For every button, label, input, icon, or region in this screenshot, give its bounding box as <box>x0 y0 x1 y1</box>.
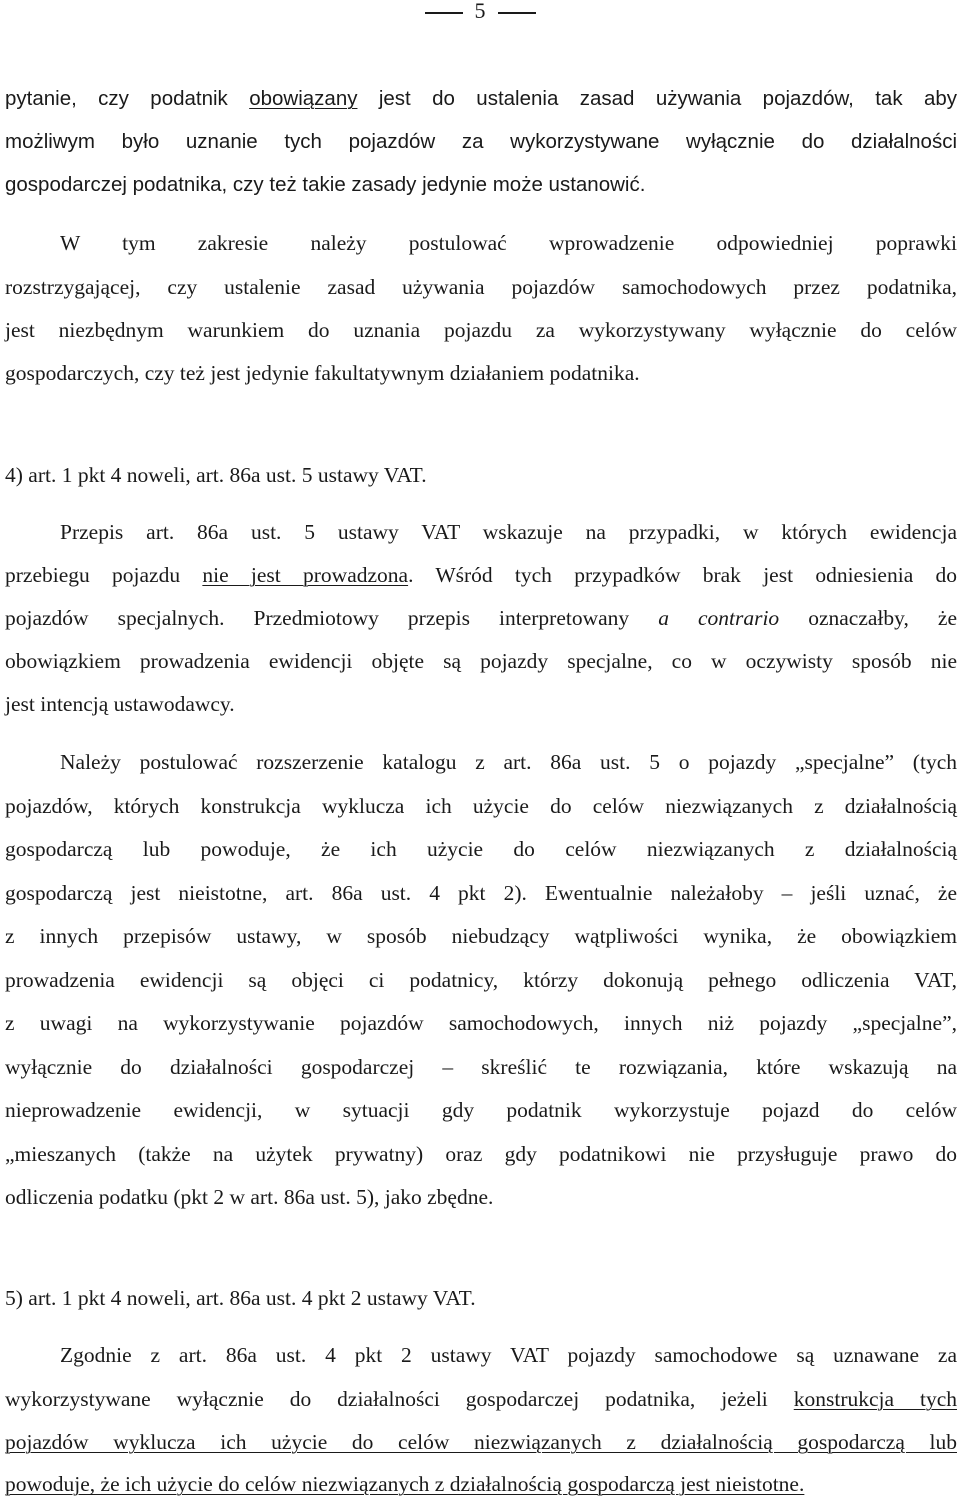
page-number <box>0 0 960 24</box>
underlined-text: obowiązany <box>249 87 358 110</box>
page-number-dash-left <box>425 12 463 14</box>
paragraph-1-line-1: pytanie, czy podatnik obowiązany jest do ustalenia zasad używania pojazdów, tak aby <box>5 87 957 110</box>
paragraph-3-line-4: obowiązkiem prowadzenia ewidencji objęte są pojazdy specjalne, co w oczywisty sposób nie <box>5 649 957 673</box>
section-heading-4: 4) art. 1 pkt 4 noweli, art. 86a ust. 5 ustawy VAT. <box>5 463 427 487</box>
underlined-text: konstrukcja tych <box>793 1387 958 1411</box>
underlined-text: powoduje, że ich użycie do celów niezwiązanych z działalnością gospodarczą jest nieistotne. <box>5 1472 805 1496</box>
underlined-text: nie jest prowadzona <box>202 563 409 587</box>
paragraph-4-line-3: gospodarczą lub powoduje, że ich użycie do celów niezwiązanych z działalnością <box>5 837 957 861</box>
paragraph-5-line-1: Zgodnie z art. 86a ust. 4 pkt 2 ustawy VAT pojazdy samochodowe są uznawane za <box>60 1343 957 1367</box>
paragraph-2-line-4: gospodarczych, czy też jest jedynie fakultatywnym działaniem podatnika. <box>5 361 640 385</box>
paragraph-2-line-1: W tym zakresie należy postulować wprowadzenie odpowiedniej poprawki <box>60 231 957 255</box>
paragraph-4-line-4: gospodarczą jest nieistotne, art. 86a ust. 4 pkt 2). Ewentualnie należałoby – jeśli uznać, że <box>5 881 957 905</box>
paragraph-4-line-7: z uwagi na wykorzystywanie pojazdów samochodowych, innych niż pojazdy „specjalne”, <box>5 1011 957 1035</box>
paragraph-4-line-11: odliczenia podatku (pkt 2 w art. 86a ust. 5), jako zbędne. <box>5 1185 494 1209</box>
paragraph-4-line-10: „mieszanych (także na użytek prywatny) oraz gdy podatnikowi nie przysługuje prawo do <box>5 1142 957 1166</box>
section-heading-5: 5) art. 1 pkt 4 noweli, art. 86a ust. 4 pkt 2 ustawy VAT. <box>5 1286 476 1310</box>
paragraph-5-line-3 <box>5 1427 957 1457</box>
paragraph-4-line-2: pojazdów, których konstrukcja wyklucza ich użycie do celów niezwiązanych z działalnością <box>5 794 957 818</box>
paragraph-1-line-2: możliwym było uznanie tych pojazdów za wykorzystywane wyłącznie do działalności <box>5 130 957 153</box>
paragraph-4-line-9: nieprowadzenie ewidencji, w sytuacji gdy podatnik wykorzystuje pojazd do celów <box>5 1098 957 1122</box>
underlined-text: pojazdów wyklucza ich użycie do celów niezwiązanych z działalnością gospodarczą lub <box>5 1430 957 1454</box>
paragraph-3-line-3: pojazdów specjalnych. Przedmiotowy przepis interpretowany a contrario oznaczałby, że <box>5 606 957 630</box>
paragraph-4-line-8: wyłącznie do działalności gospodarczej – skreślić te rozwiązania, które wskazują na <box>5 1055 957 1079</box>
paragraph-4-line-6: prowadzenia ewidencji są objęci ci podatnicy, którzy dokonują pełnego odliczenia VAT, <box>5 968 957 992</box>
paragraph-3-line-5: jest intencją ustawodawcy. <box>5 692 235 716</box>
paragraph-3-line-2: przebiegu pojazdu nie jest prowadzona. Wśród tych przypadków brak jest odniesienia do <box>5 563 957 587</box>
paragraph-1-line-3: gospodarczej podatnika, czy też takie zasady jedynie może ustanowić. <box>5 173 646 196</box>
paragraph-5-line-2: wykorzystywane wyłącznie do działalności gospodarczej podatnika, jeżeli konstrukcja tych <box>5 1387 958 1411</box>
page-number-dash-right <box>498 12 536 14</box>
page-number-value: 5 <box>474 0 486 23</box>
paragraph-4-line-1: Należy postulować rozszerzenie katalogu z art. 86a ust. 5 o pojazdy „specjalne” (tych <box>60 750 957 774</box>
paragraph-3-line-1: Przepis art. 86a ust. 5 ustawy VAT wskazuje na przypadki, w których ewidencja <box>60 520 957 544</box>
paragraph-4-line-5: z innych przepisów ustawy, w sposób niebudzący wątpliwości wynika, że obowiązkiem <box>5 924 957 948</box>
paragraph-5-line-4 <box>5 1469 957 1499</box>
paragraph-2-line-3: jest niezbędnym warunkiem do uznania pojazdu za wykorzystywany wyłącznie do celów <box>5 318 957 342</box>
paragraph-2-line-2: rozstrzygającej, czy ustalenie zasad używania pojazdów samochodowych przez podatnika, <box>5 275 957 299</box>
italic-text: a contrario <box>658 606 780 630</box>
